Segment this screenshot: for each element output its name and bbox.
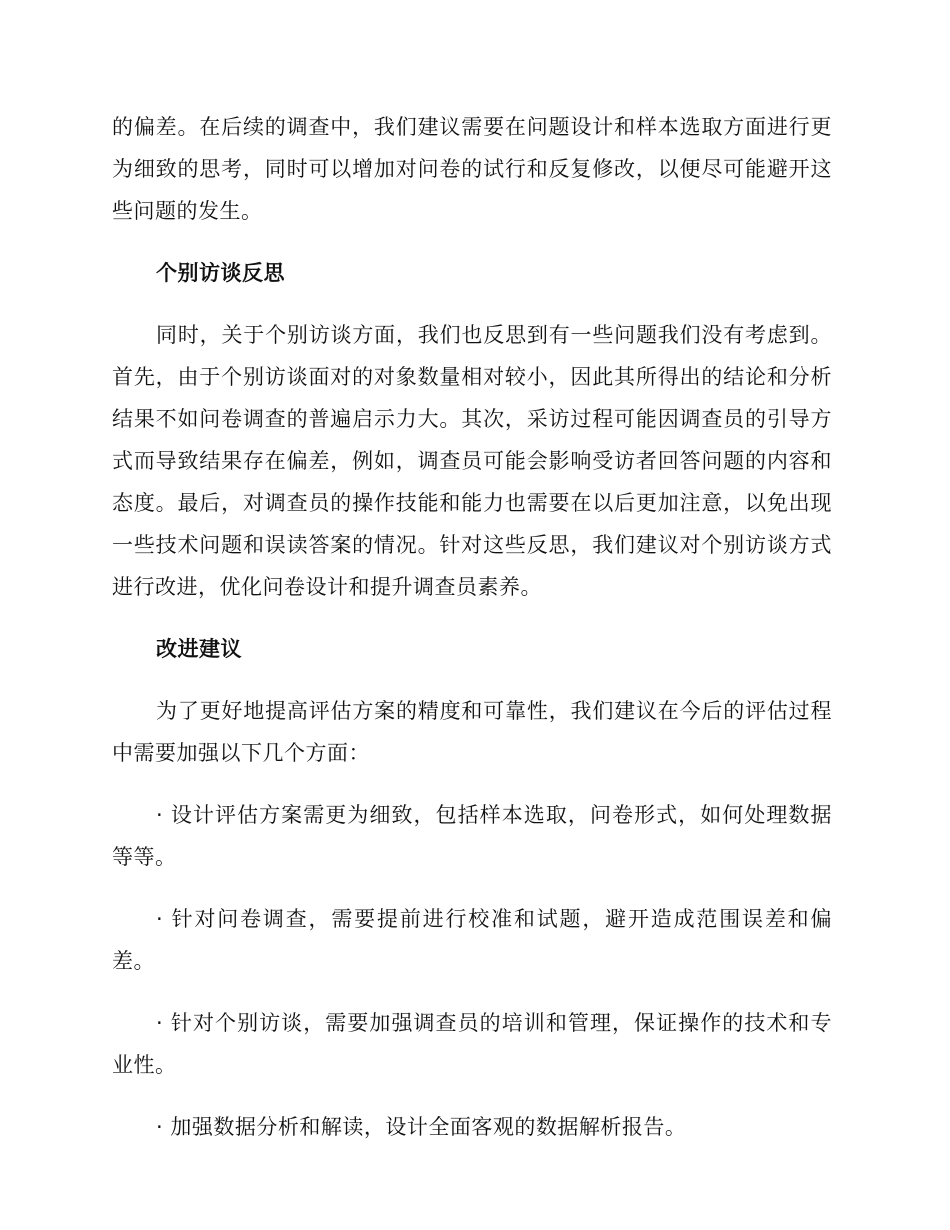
section-heading-interview-reflection: 个别访谈反思	[156, 261, 285, 285]
paragraph-continuation: 的偏差。在后续的调查中，我们建议需要在问题设计和样本选取方面进行更为细致的思考，同时可以增加对问卷的试行和反复修改，以便尽可能避开这些问题的发生。	[112, 115, 832, 223]
bullet-item: · 加强数据分析和解读，设计全面客观的数据解析报告。	[156, 1115, 687, 1139]
paragraph-interview-reflection: 同时，关于个别访谈方面，我们也反思到有一些问题我们没有考虑到。首先，由于个别访谈面对的对象数量相对较小，因此其所得出的结论和分析结果不如问卷调查的普遍启示力大。其次，采访过程可能因调查员的引导方式而导致结果存在偏差，例如，调查员可能会影响受访者回答问题的内容和态度。最后，对调查员的操作技能和能力也需要在以后更加注意，以免出现一些技术问题和误读答案的情况。针对这些反思，我们建议对个别访谈方式进行改进，优化问卷设计和提升调查员素养。	[112, 323, 832, 599]
paragraph-improvement-intro: 为了更好地提高评估方案的精度和可靠性，我们建议在今后的评估过程中需要加强以下几个方面：	[112, 699, 832, 765]
bullet-item: · 设计评估方案需更为细致，包括样本选取，问卷形式，如何处理数据等等。	[112, 803, 832, 869]
bullet-item: · 针对个别访谈，需要加强调查员的培训和管理，保证操作的技术和专业性。	[112, 1011, 832, 1077]
section-heading-improvement: 改进建议	[156, 637, 242, 661]
bullet-item: · 针对问卷调查，需要提前进行校准和试题，避开造成范围误差和偏差。	[112, 907, 832, 973]
document-page	[112, 106, 832, 1148]
